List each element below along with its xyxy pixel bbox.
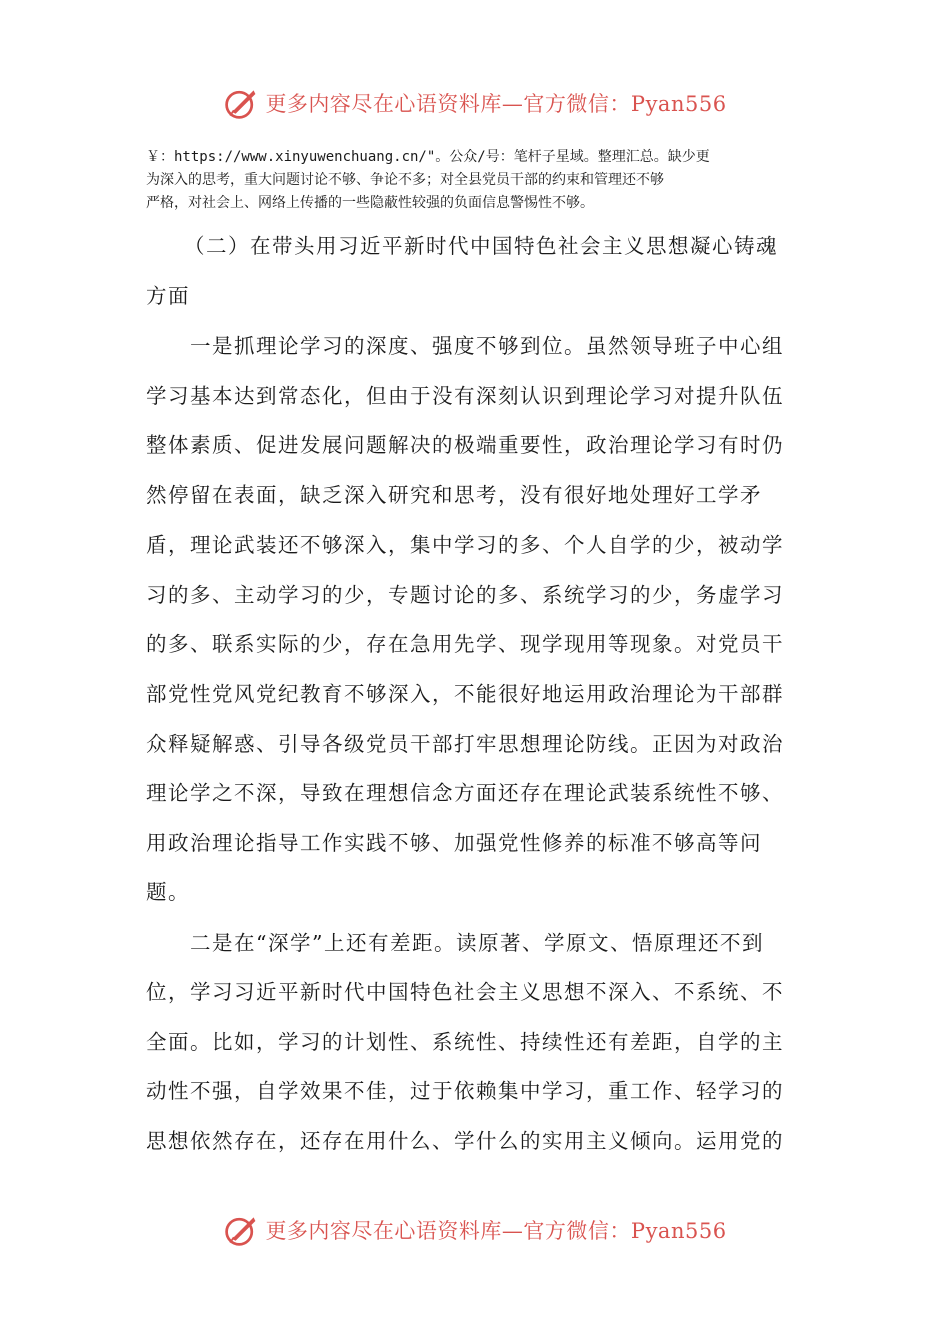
paragraph-line: 用政治理论指导工作实践不够、加强党性修养的标准不够高等问 xyxy=(146,831,762,855)
paragraph-line: 然停留在表面，缺乏深入研究和思考，没有很好地处理好工学矛 xyxy=(146,483,762,507)
paragraph-line: 一是抓理论学习的深度、强度不够到位。虽然领导班子中心组 xyxy=(190,334,784,358)
paragraph-line: 部党性党风党纪教育不够深入，不能很好地运用政治理论为干部群 xyxy=(146,682,784,706)
intro-line: 为深入的思考，重大问题讨论不够、争论不多；对全县党员干部的约束和管理还不够 xyxy=(146,172,664,188)
intro-text xyxy=(146,146,806,215)
paragraph-line: 二是在“深学”上还有差距。读原著、学原文、悟原理还不到 xyxy=(190,931,764,955)
footer-banner-text: 更多内容尽在心语资料库—官方微信：Pyan556 xyxy=(265,1219,727,1243)
paragraph-line: 题。 xyxy=(146,880,190,904)
paragraph-line: 学习基本达到常态化，但由于没有深刻认识到理论学习对提升队伍 xyxy=(146,384,784,408)
header-banner-text: 更多内容尽在心语资料库—官方微信：Pyan556 xyxy=(265,92,727,116)
quill-logo-icon xyxy=(223,1212,259,1248)
paragraph-line: 的多、联系实际的少，存在急用先学、现学现用等现象。对党员干 xyxy=(146,632,784,656)
paragraph-line: 思想依然存在，还存在用什么、学什么的实用主义倾向。运用党的 xyxy=(146,1129,784,1153)
intro-line: ￥：https://www.xinyuwenchuang.cn/"。公众/号：笔杆子星域。整理汇总。缺少更 xyxy=(146,149,710,165)
footer-banner xyxy=(0,1208,950,1252)
paragraph-line: 习的多、主动学习的少，专题讨论的多、系统学习的少，务虚学习 xyxy=(146,583,784,607)
paragraph-line: 众释疑解惑、引导各级党员干部打牢思想理论防线。正因为对政治 xyxy=(146,732,784,756)
paragraph-line: 盾，理论武装还不够深入，集中学习的多、个人自学的少，被动学 xyxy=(146,533,784,557)
section-heading-line: （二）在带头用习近平新时代中国特色社会主义思想凝心铸魂 xyxy=(184,234,778,258)
paragraph-line: 全面。比如，学习的计划性、系统性、持续性还有差距，自学的主 xyxy=(146,1030,784,1054)
paragraph-line: 整体素质、促进发展问题解决的极端重要性，政治理论学习有时仍 xyxy=(146,433,784,457)
paragraph-line: 动性不强，自学效果不佳，过于依赖集中学习，重工作、轻学习的 xyxy=(146,1079,784,1103)
header-banner xyxy=(0,81,950,125)
quill-logo-icon xyxy=(223,85,259,121)
paragraph-line: 位，学习习近平新时代中国特色社会主义思想不深入、不系统、不 xyxy=(146,980,784,1004)
paragraph-line: 理论学之不深，导致在理想信念方面还存在理论武装系统性不够、 xyxy=(146,781,784,805)
intro-line: 严格，对社会上、网络上传播的一些隐蔽性较强的负面信息警惕性不够。 xyxy=(146,195,594,211)
section-heading-line: 方面 xyxy=(146,284,190,308)
